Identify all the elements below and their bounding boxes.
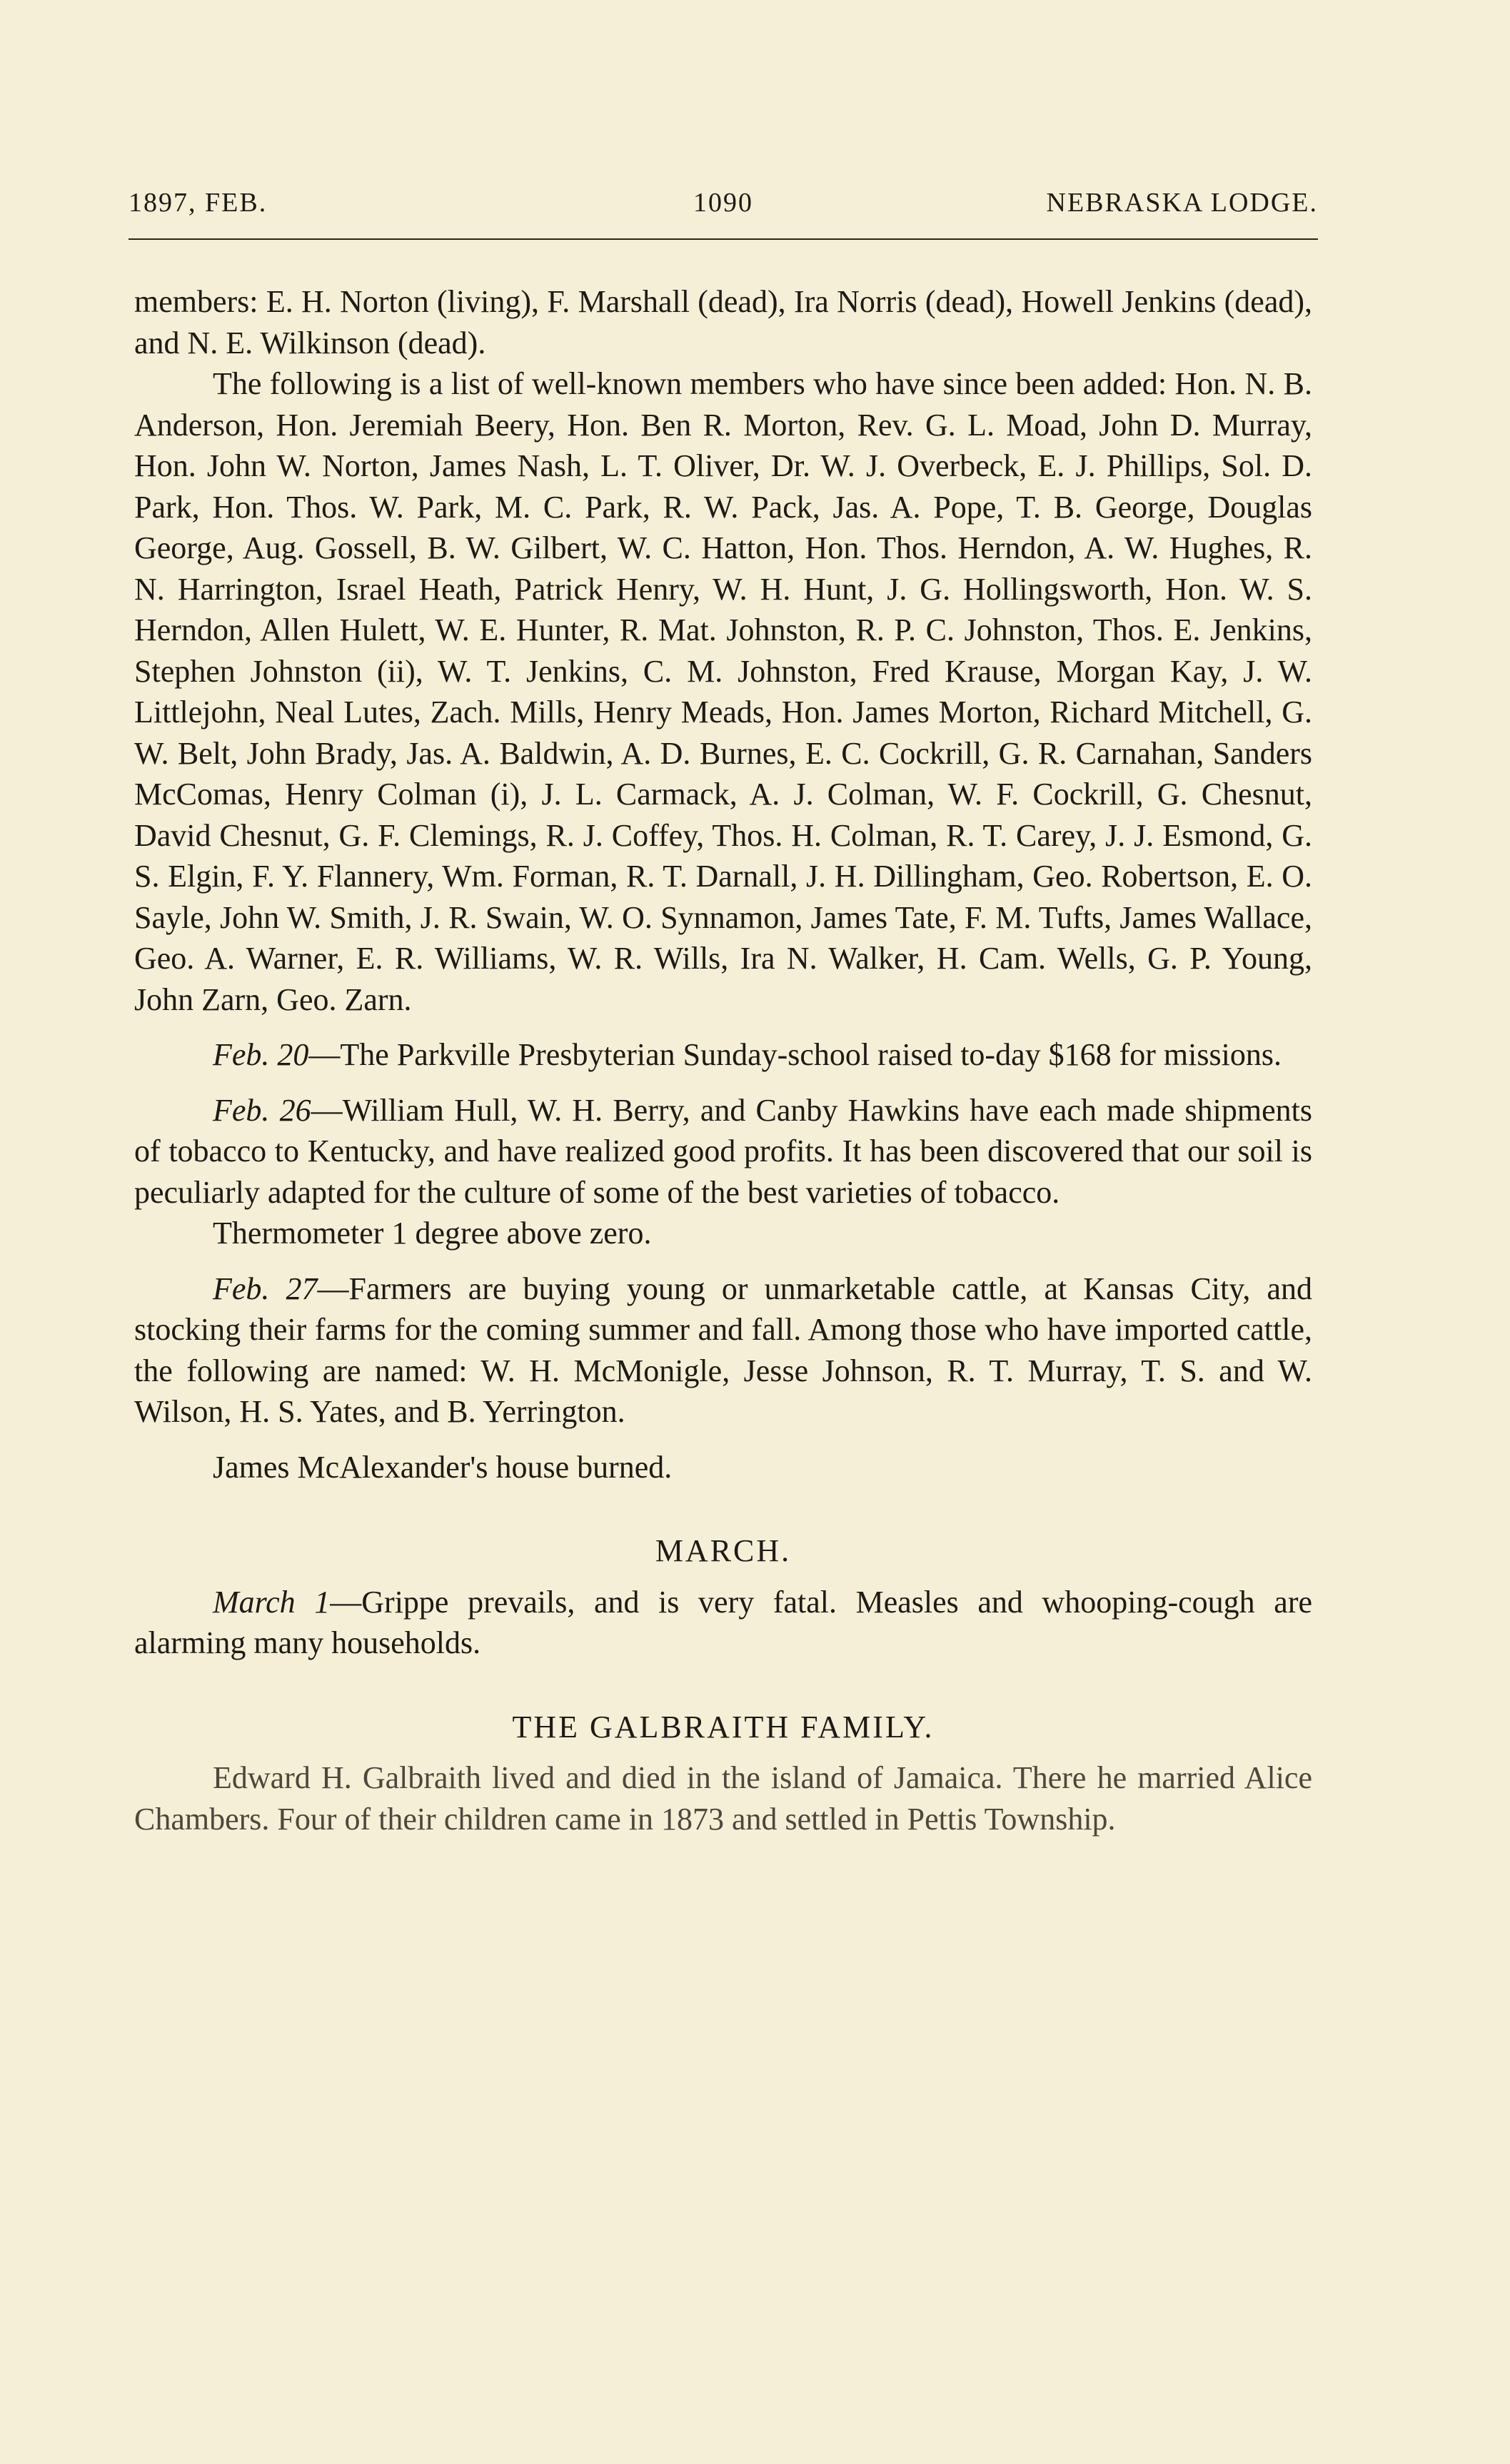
galbraith-heading: THE GALBRAITH FAMILY. <box>512 1709 935 1745</box>
house-burned-note: James McAlexander's house burned. <box>213 1449 673 1485</box>
thermometer-note: Thermometer 1 degree above zero. <box>213 1216 652 1251</box>
galbraith-paragraph: Edward H. Galbraith lived and died in the island of Jamaica. There he married Alice Chambers. Four of their children came in 1873 and settled in Pettis Township. <box>134 1760 1312 1837</box>
entry-text: —The Parkville Presbyterian Sunday-school raised to-day $168 for missions. <box>308 1037 1282 1072</box>
entry-date: Feb. 27 <box>213 1271 318 1306</box>
entry-date: Feb. 20 <box>213 1037 309 1072</box>
page-number: 1090 <box>693 188 753 218</box>
entry-date: Feb. 26 <box>213 1092 311 1128</box>
entry-feb-27 <box>134 1268 1312 1433</box>
entry-date: March 1 <box>213 1584 331 1620</box>
header-date: 1897, FEB. <box>129 188 268 218</box>
header-rule <box>129 238 1318 240</box>
entry-text: —Farmers are buying young or unmarketable cattle, at Kansas City, and stocking their farms for the coming summer and fall. Among those who have imported cattle, the following are named: W. H. McMonigle, Jesse Johnson, R. T. Murray, T. S. and W. Wilson, H. S. Yates, and B. Yerrington. <box>134 1271 1313 1429</box>
members-list-paragraph: The following is a list of well-known members who have since been added: Hon. N. B. Anderson, Hon. Jeremiah Beery, Hon. Ben R. Morton, Rev. G. L. Moad, John D. Murray, Hon. John W. Norton, James Nash, L. T. Oliver, Dr. W. J. Overbeck, E. J. Phillips, Sol. D. Park, Hon. Thos. W. Park, M. C. Park, R. W. Pack, Jas. A. Pope, T. B. George, Douglas George, Aug. Gossell, B. W. Gilbert, W. C. Hatton, Hon. Thos. Herndon, A. W. Hughes, R. N. Harrington, Israel Heath, Patrick Henry, W. H. Hunt, J. G. Hollingsworth, Hon. W. S. Herndon, Allen Hulett, W. E. Hunter, R. Mat. Johnston, R. P. C. Johnston, Thos. E. Jenkins, Stephen Johnston (ii), W. T. Jenkins, C. M. Johnston, Fred Krause, Morgan Kay, J. W. Littlejohn, Neal Lutes, Zach. Mills, Henry Meads, Hon. James Morton, Richard Mitchell, G. W. Belt, John Brady, Jas. A. Baldwin, A. D. Burnes, E. C. Cockrill, G. R. Carnahan, Sanders McComas, Henry Colman (i), J. L. Carmack, A. J. Colman, W. F. Cockrill, G. Chesnut, David Chesnut, G. F. Clemings, R. J. Coffey, Thos. H. Colman, R. T. Carey, J. J. Esmond, G. S. Elgin, F. Y. Flannery, Wm. Forman, R. T. Darnall, J. H. Dillingham, Geo. Robertson, E. O. Sayle, John W. Smith, J. R. Swain, W. O. Synnamon, James Tate, F. M. Tufts, James Wallace, Geo. A. Warner, E. R. Williams, W. R. Wills, Ira N. Walker, H. Cam. Wells, G. P. Young, John Zarn, Geo. Zarn. <box>134 366 1312 1017</box>
entry-text: —Grippe prevails, and is very fatal. Measles and whooping-cough are alarming many households. <box>134 1584 1312 1660</box>
members-paragraph: members: E. H. Norton (living), F. Marshall (dead), Ira Norris (dead), Howell Jenkins (dead), and N. E. Wilkinson (dead). <box>134 284 1312 360</box>
page-body <box>134 281 1312 1839</box>
march-heading: MARCH. <box>655 1533 792 1568</box>
entry-feb-26 <box>134 1090 1312 1213</box>
entry-feb-20 <box>134 1034 1312 1076</box>
header-title: NEBRASKA LODGE. <box>1046 188 1318 218</box>
entry-march-1 <box>134 1582 1312 1664</box>
entry-text: —William Hull, W. H. Berry, and Canby Hawkins have each made shipments of tobacco to Kentucky, and have realized good profits. It has been discovered that our soil is peculiarly adapted for the culture of some of the best varieties of tobacco. <box>134 1092 1313 1210</box>
running-header <box>129 187 1318 230</box>
